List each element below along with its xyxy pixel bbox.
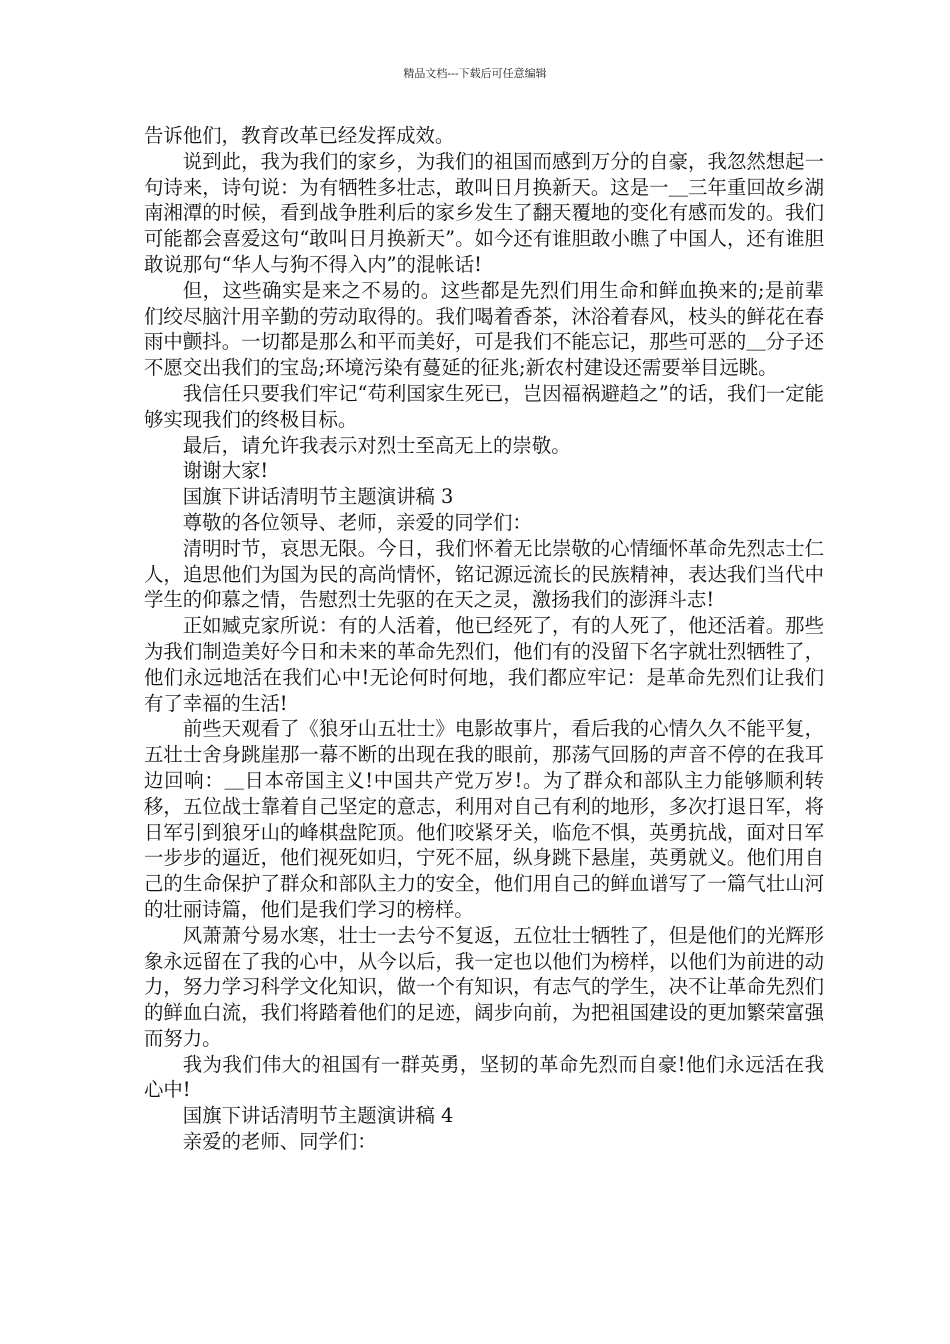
section-heading: 国旗下讲话清明节主题演讲稿 3 — [182, 485, 454, 509]
paragraph: 但，这些确实是来之不易的。这些都是先烈们用生命和鲜血换来的;是前辈们绞尽脑汁用辛勤的劳动取得的。我们喝着香茶，沐浴着春风，枝头的鲜花在春雨中颤抖。一切都是那么和平而美好，可是我们不能忘记，那些可恶的＿分子还不愿交出我们的宝岛;环境污染有蔓延的征兆;新农村建设还需要举目远眺。 — [144, 278, 824, 380]
paragraph: 告诉他们，教育改革已经发挥成效。 — [144, 124, 455, 147]
page-header: 精品文档---下载后可任意编辑 — [403, 67, 547, 80]
paragraph: 谢谢大家! — [182, 459, 269, 483]
salutation: 亲爱的老师、同学们： — [182, 1130, 377, 1154]
document-body — [144, 123, 824, 1155]
paragraph: 我为我们伟大的祖国有一群英勇，坚韧的革命先烈而自豪!他们永远活在我心中! — [144, 1052, 824, 1102]
paragraph: 正如臧克家所说：有的人活着，他已经死了，有的人死了，他还活着。那些为我们制造美好今日和未来的革命先烈们，他们有的没留下名字就壮烈牺牲了，他们永远地活在我们心中!无论何时何地，我们都应牢记：是革命先烈们让我们有了幸福的生活! — [144, 614, 824, 715]
paragraph: 最后，请允许我表示对烈士至高无上的崇敬。 — [182, 433, 571, 457]
section-heading: 国旗下讲话清明节主题演讲稿 4 — [182, 1104, 454, 1128]
salutation: 尊敬的各位领导、老师，亲爱的同学们： — [182, 510, 532, 534]
paragraph: 风萧萧兮易水寒，壮士一去兮不复返，五位壮士牺牲了，但是他们的光辉形象永远留在了我的心中，从今以后，我一定也以他们为榜样，以他们为前进的动力，努力学习科学文化知识，做一个有知识，有志气的学生，决不让革命先烈们的鲜血白流，我们将踏着他们的足迹，阔步向前，为把祖国建设的更加繁荣富强而努力。 — [144, 923, 824, 1050]
paragraph: 我信任只要我们牢记“苟利国家生死已，岂因福祸避趋之”的话，我们一定能够实现我们的终极目标。 — [144, 381, 824, 431]
paragraph: 前些天观看了《狼牙山五壮士》电影故事片，看后我的心情久久不能平复，五壮士舍身跳崖那一幕不断的出现在我的眼前，那荡气回肠的声音不停的在我耳边回响：＿日本帝国主义!中国共产党万岁!。为了群众和部队主力能够顺利转移，五位战士靠着自己坚定的意志，利用对自己有利的地形，多次打退日军，将日军引到狼牙山的峰棋盘陀顶。他们咬紧牙关，临危不惧，英勇抗战，面对日军一步步的逼近，他们视死如归，宁死不屈，纵身跳下悬崖，英勇就义。他们用自己的生命保护了群众和部队主力的安全，他们用自己的鲜血谱写了一篇气壮山河的壮丽诗篇，他们是我们学习的榜样。 — [144, 717, 824, 921]
paragraph: 清明时节，哀思无限。今日，我们怀着无比崇敬的心情缅怀革命先烈志士仁人，追思他们为国为民的高尚情怀，铭记源远流长的民族精神，表达我们当代中学生的仰慕之情，告慰烈士先驱的在天之灵，激扬我们的澎湃斗志! — [144, 536, 824, 612]
paragraph: 说到此，我为我们的家乡，为我们的祖国而感到万分的自豪，我忽然想起一句诗来，诗句说：为有牺牲多壮志，敢叫日月换新天。这是一＿三年重回故乡湖南湘潭的时候，看到战争胜利后的家乡发生了翻天覆地的变化有感而发的。我们可能都会喜爱这句“敢叫日月换新天”。如今还有谁胆敢小瞧了中国人，还有谁胆敢说那句“华人与狗不得入内”的混帐话! — [144, 149, 824, 276]
